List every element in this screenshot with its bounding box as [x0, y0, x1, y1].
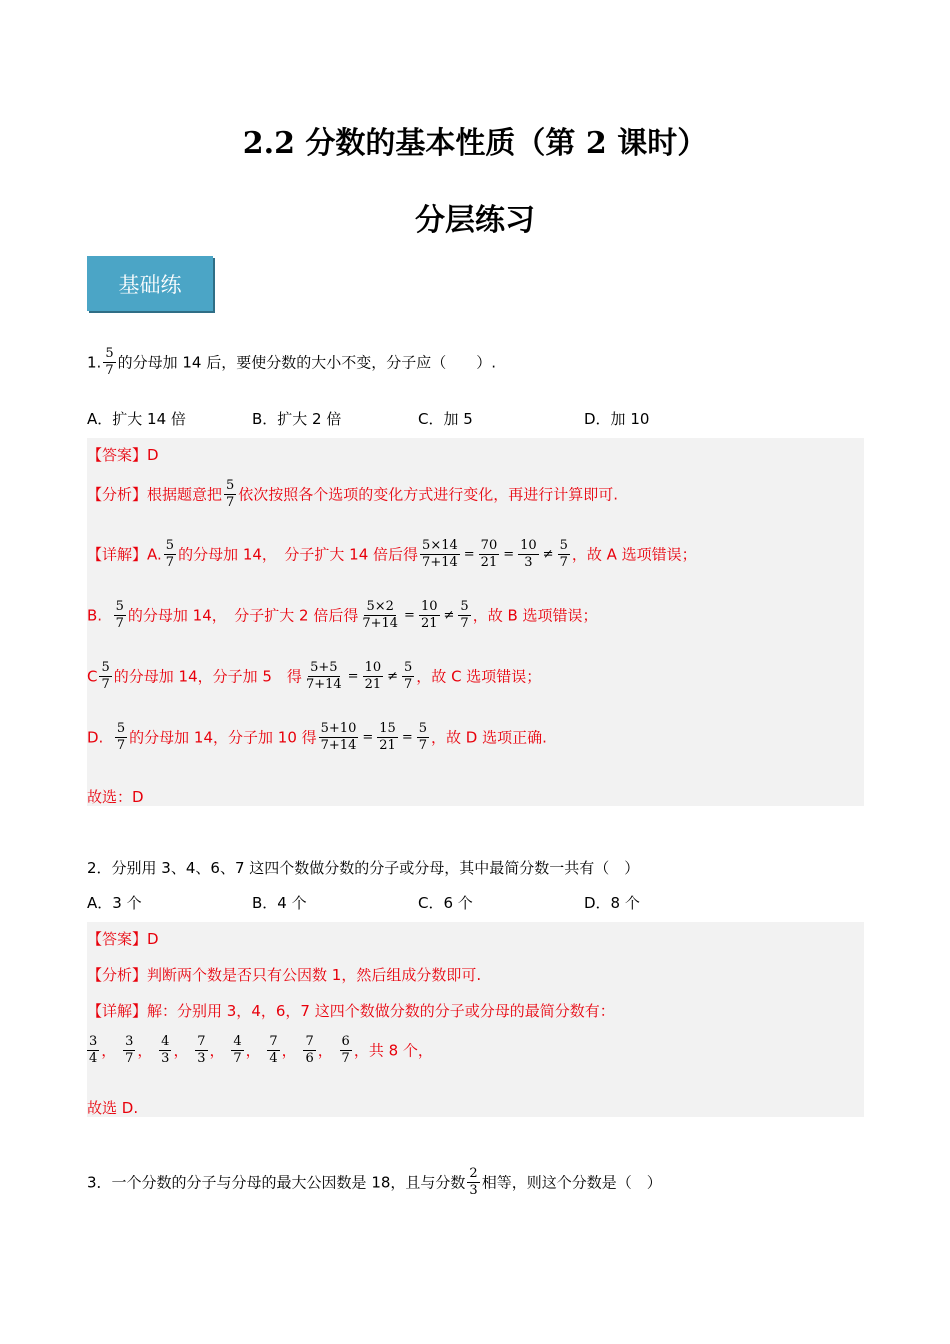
q1-option-c: C．加 5	[418, 410, 473, 428]
q1-conclusion: 故选：D	[87, 788, 144, 806]
page-title: 2.2 分数的基本性质（第 2 课时）	[242, 126, 708, 161]
q2-conclusion: 故选 D.	[87, 1099, 139, 1117]
q1-detail-b: B. $\frac{5}{7}$ 的分母加 14， 分子扩大 2 倍后得 $\frac{5\times 2}{7+14}$ = $\frac{10}{21}$ ≠ $\frac{5}{7}$ ，故 B 选项错误；	[87, 599, 598, 632]
q1-analysis: 【分析】根据题意把 $\frac{5}{7}$ 依次按照各个选项的变化方式进行变化，再进行计算即可.	[87, 478, 619, 511]
q1-answer: 【答案】D	[87, 446, 159, 464]
q2-fraction-list: $\frac{3}{4}$ ， $\frac{3}{7}$ ， $\frac{4}{3}$ ， $\frac{7}{3}$ ， $\frac{4}{7}$ ， $\frac{7}{4}$ ， $\frac{7}{6}$ ， $\frac{6}{7}$ ，共 8 个，	[89, 1034, 433, 1067]
q2-option-c: C．6 个	[418, 894, 473, 912]
q2-answer: 【答案】D	[87, 930, 159, 948]
question-1: 1. $\frac{5}{7}$ 的分母加 14 后，要使分数的大小不变，分子应（ ）.	[87, 346, 496, 379]
fraction: $\frac{5}{7}$	[226, 478, 235, 511]
q2-detail: 【详解】解：分别用 3，4，6，7 这四个数做分数的分子或分母的最简分数有：	[87, 1002, 615, 1020]
q2-analysis: 【分析】判断两个数是否只有公因数 1，然后组成分数即可.	[87, 966, 482, 984]
section-label: 基础练	[87, 256, 213, 311]
page-subtitle: 分层练习	[415, 203, 535, 238]
q1-option-b: B．扩大 2 倍	[252, 410, 342, 428]
question-3: 3．一个分数的分子与分母的最大公因数是 18，且与分数 $\frac{2}{3}$ 相等，则这个分数是（ ）	[87, 1166, 662, 1199]
q1-detail-d: D. $\frac{5}{7}$ 的分母加 14，分子加 10 得 $\frac{5+10}{7+14}$ = $\frac{15}{21}$ = $\frac{5}{7}$ ，故 D 选项正确.	[87, 721, 547, 754]
q1-option-a: A．扩大 14 倍	[87, 410, 186, 428]
q1-detail-a: 【详解】A. $\frac{5}{7}$ 的分母加 14， 分子扩大 14 倍后得 $\frac{5\times 14}{7+14}$ = $\frac{70}{21}$ = $\frac{10}{3}$ ≠ $\frac{5}{7}$ ，故 A 选项错误；	[87, 538, 697, 571]
fraction: $\frac{5}{7}$	[105, 346, 114, 379]
q2-option-a: A．3 个	[87, 894, 142, 912]
q1-option-d: D．加 10	[584, 410, 650, 428]
q2-option-d: D．8 个	[584, 894, 640, 912]
question-2: 2．分别用 3、4、6、7 这四个数做分数的分子或分母，其中最简分数一共有（ ）	[87, 859, 640, 877]
q1-detail-c: C $\frac{5}{7}$ 的分母加 14，分子加 5 得 $\frac{5+5}{7+14}$ = $\frac{10}{21}$ ≠ $\frac{5}{7}$ ，故 C 选项错误；	[87, 660, 542, 693]
q2-option-b: B．4 个	[252, 894, 307, 912]
